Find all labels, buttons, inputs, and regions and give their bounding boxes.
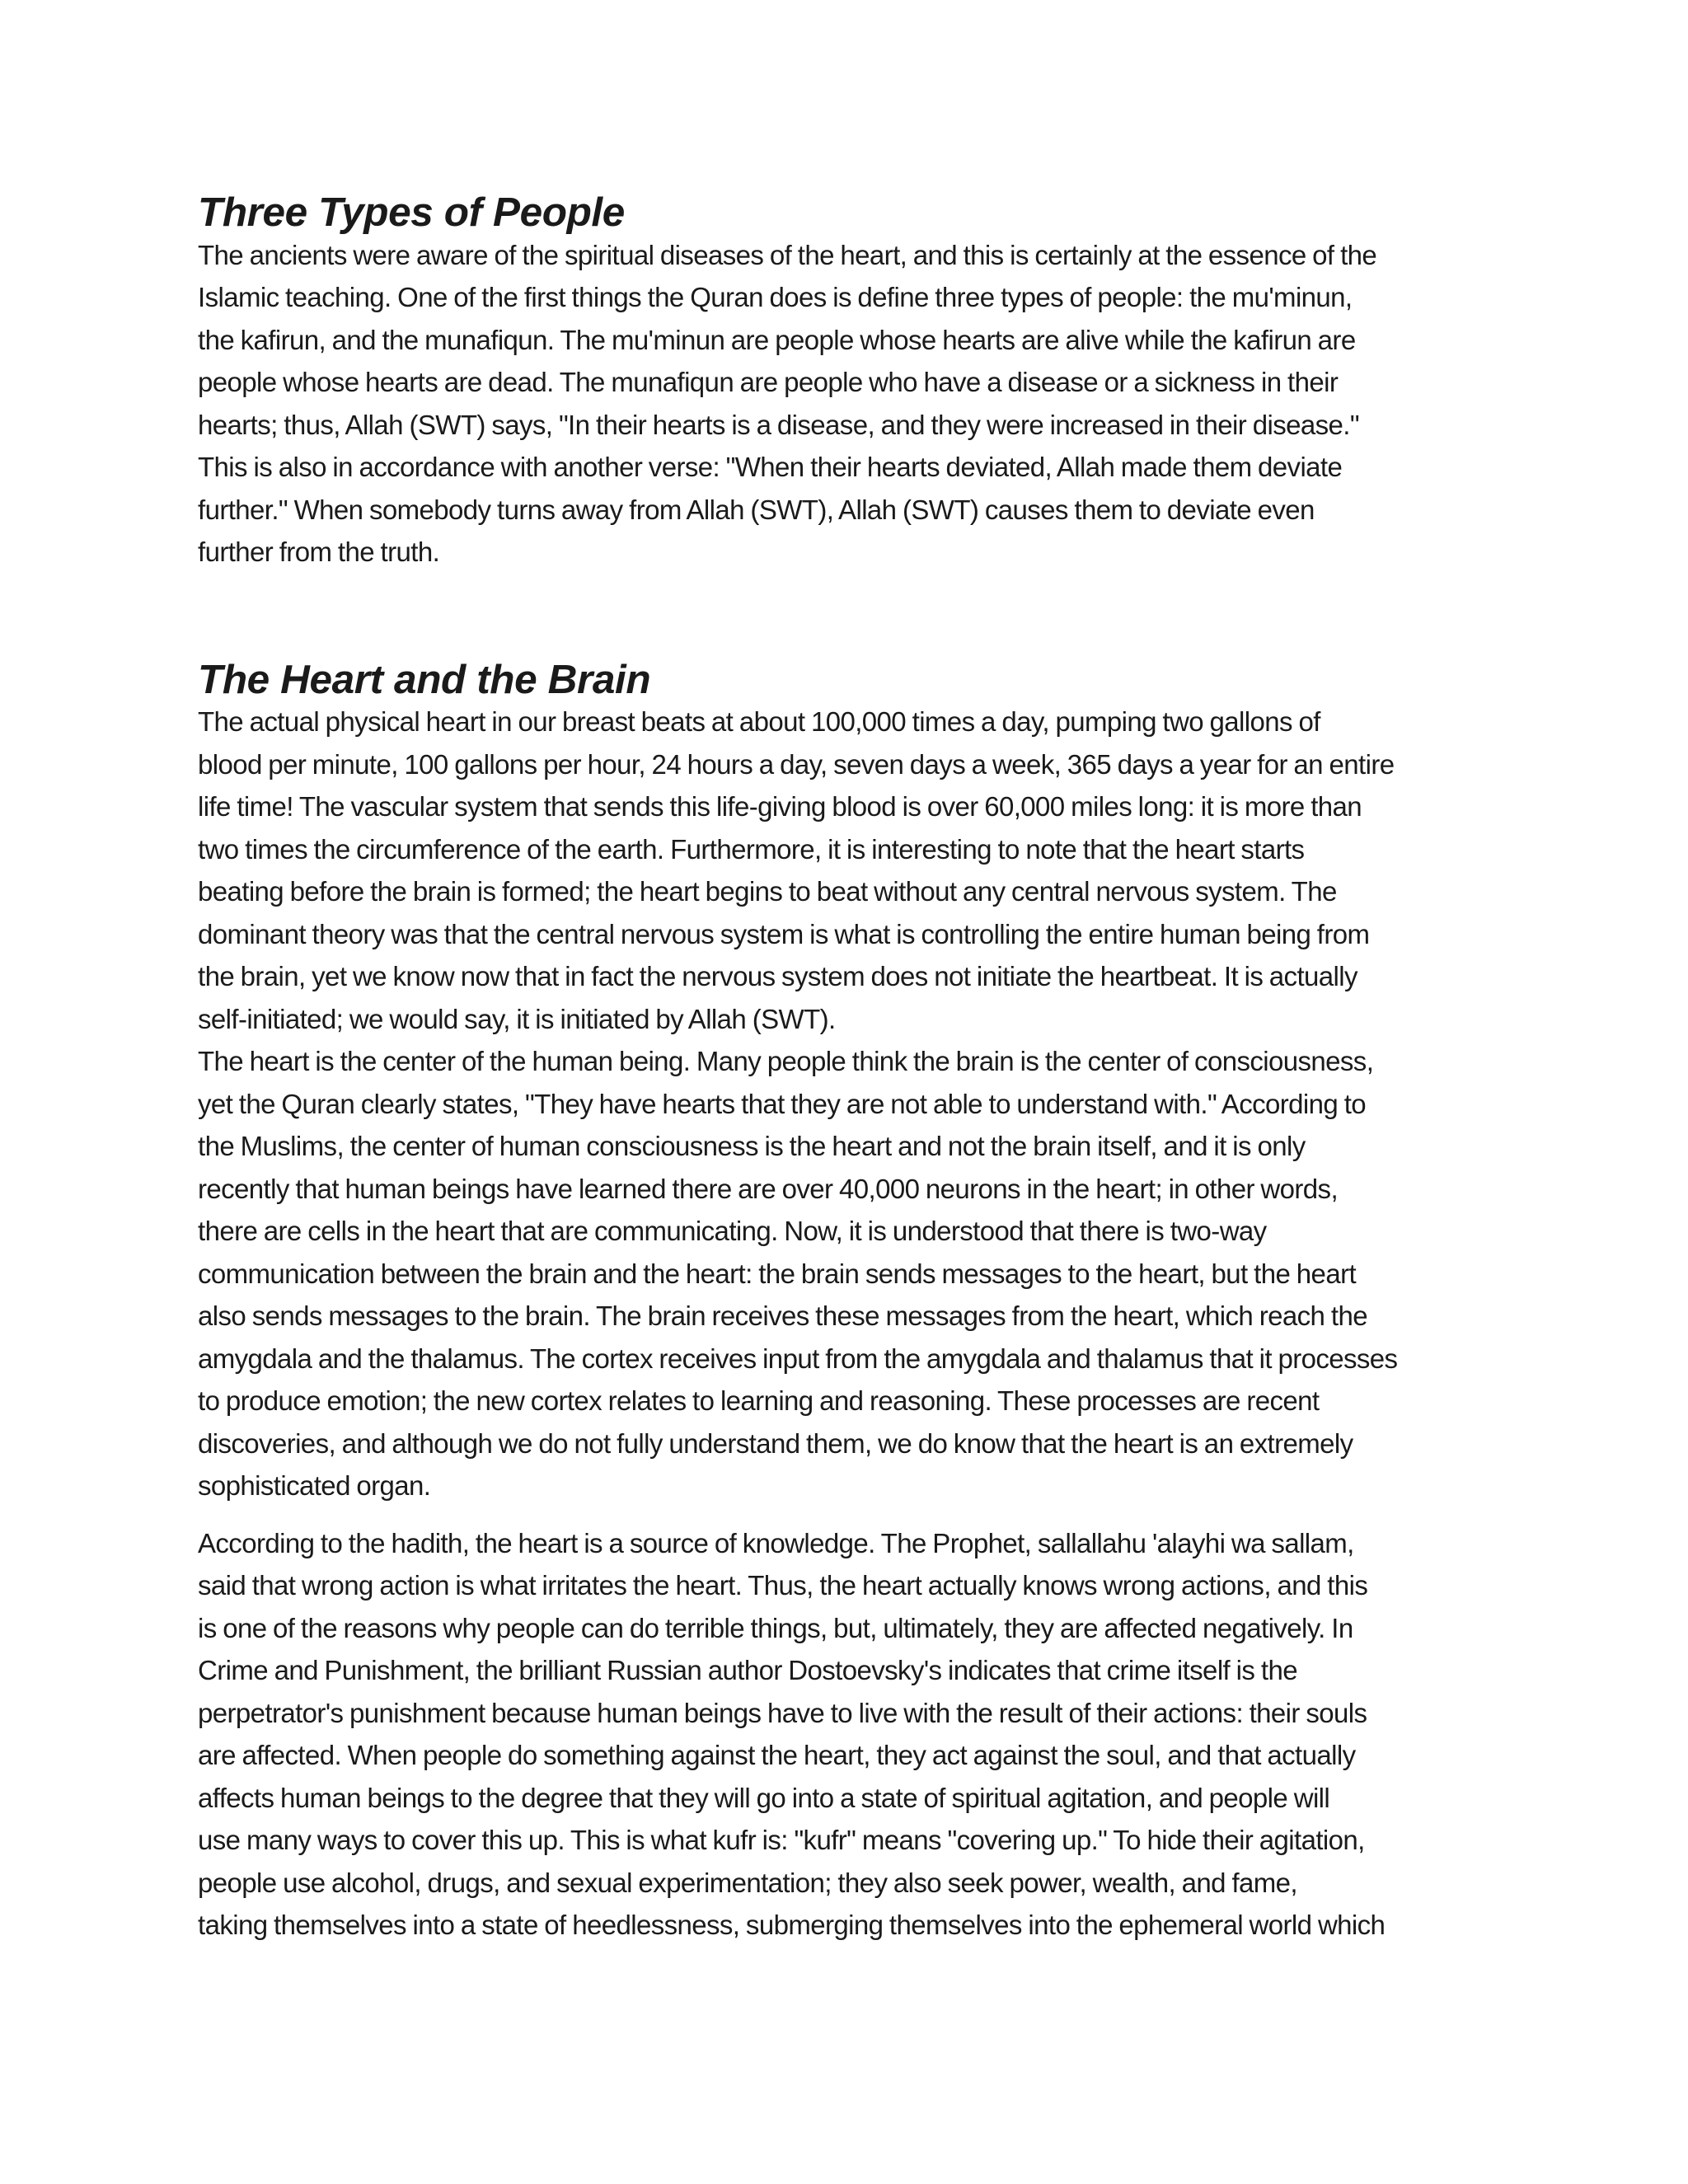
section-heart-brain: [198, 658, 1492, 1947]
paragraph: The actual physical heart in our breast beats at about 100,000 times a day, pumping two gallons of blood per minute, 100 gallons per hour, 24 hours a day, seven days a week, 365 days a year for an entire life time! The vascular system that sends this life-giving blood is over 60,000 miles long: it is more than two times the circumference of the earth. Furthermore, it is interesting to note that the heart starts beating before the brain is formed; the heart begins to beat without any central nervous system. The dominant theory was that the central nervous system is what is controlling the entire human being from the brain, yet we know now that in fact the nervous system does not initiate the heartbeat. It is actually self-initiated; we would say, it is initiated by Allah (SWT).: [198, 706, 1395, 1034]
document-body: [198, 191, 1492, 1947]
paragraph: The heart is the center of the human being. Many people think the brain is the center of consciousness, yet the Quran clearly states, "They have hearts that they are not able to understand with." According to the Muslims, the center of human consciousness is the heart and not the brain itself, and it is only recently that human beings have learned there are over 40,000 neurons in the heart; in other words, there are cells in the heart that are communicating. Now, it is understood that there is two-way communication between the brain and the heart: the brain sends messages to the heart, but the heart also sends messages to the brain. The brain receives these messages from the heart, which reach the amygdala and the thalamus. The cortex receives input from the amygdala and thalamus that it processes to produce emotion; the new cortex relates to learning and reasoning. These processes are recent discoveries, and although we do not fully understand them, we do know that the heart is an extremely sophisticated organ.: [198, 1046, 1398, 1501]
section-heading: Three Types of People: [198, 190, 625, 235]
section-heading: The Heart and the Brain: [198, 656, 651, 702]
section-three-types: [198, 191, 1492, 574]
paragraph: According to the hadith, the heart is a source of knowledge. The Prophet, sallallahu 'alayhi wa sallam, said that wrong action is what irritates the heart. Thus, the heart actually knows wrong actions, and this is one of the reasons why people can do terrible things, but, ultimately, they are affected negatively. In Crime and Punishment, the brilliant Russian author Dostoevsky's indicates that crime itself is the perpetrator's punishment because human beings have to live with the result of their actions: their souls are affected. When people do something against the heart, they act against the soul, and that actually affects human beings to the degree that they will go into a state of spiritual agitation, and people will use many ways to cover this up. This is what kufr is: "kufr" means "covering up." To hide their agitation, people use alcohol, drugs, and sexual experimentation; they also seek power, wealth, and fame, taking themselves into a state of heedlessness, submerging themselves into the ephemeral world which: [198, 1527, 1386, 1940]
paragraph-spacer: [198, 1507, 1492, 1522]
section-spacer: [198, 574, 1492, 658]
paragraph: The ancients were aware of the spiritual diseases of the heart, and this is certainly at the essence of the Islamic teaching. One of the first things the Quran does is define three types of people: the mu'minun, the kafirun, and the munafiqun. The mu'minun are people whose hearts are alive while the kafirun are people whose hearts are dead. The munafiqun are people who have a disease or a sickness in their hearts; thus, Allah (SWT) says, "In their hearts is a disease, and they were increased in their disease." This is also in accordance with another verse: "When their hearts deviated, Allah made them deviate further." When somebody turns away from Allah (SWT), Allah (SWT) causes them to deviate even further from the truth.: [198, 239, 1377, 567]
